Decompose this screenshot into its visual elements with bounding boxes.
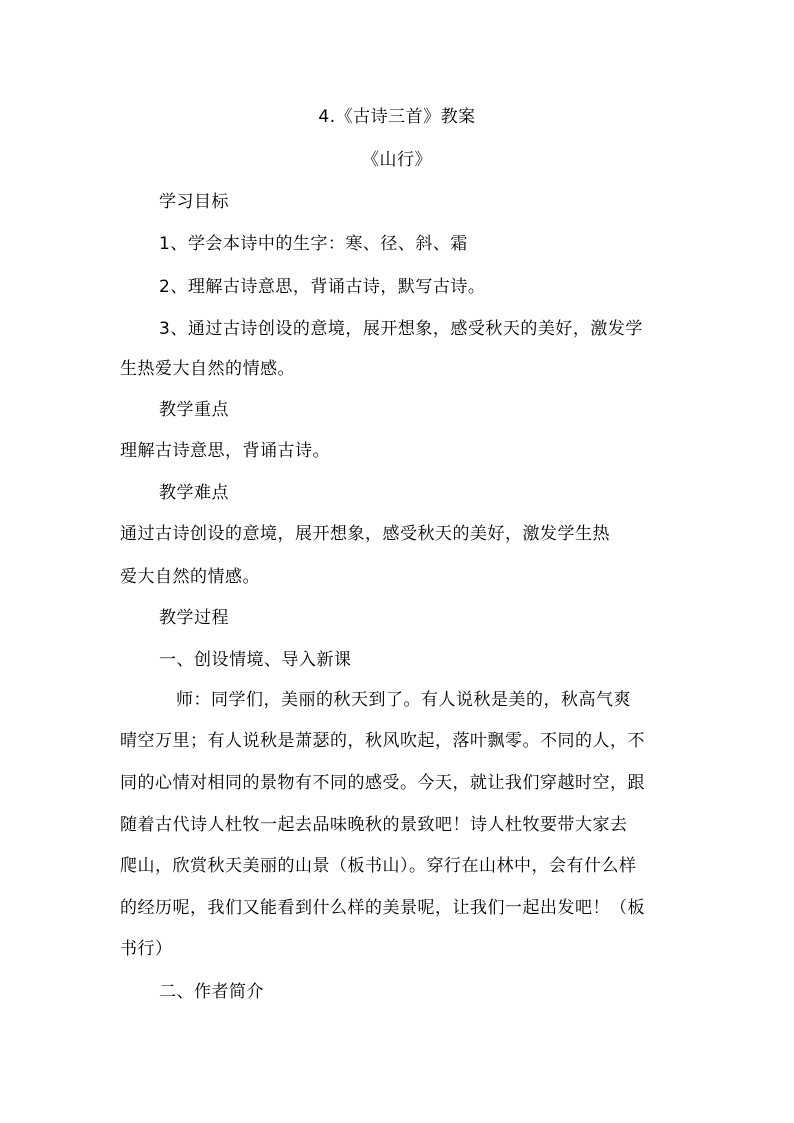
process-paragraph-line-5: 爬山，欣赏秋天美丽的山景（板书山）。穿行在山林中，会有什么样 — [120, 856, 637, 876]
process-paragraph-line-2: 晴空万里；有人说秋是萧瑟的，秋风吹起，落叶飘零。不同的人，不 — [120, 731, 645, 751]
process-paragraph-line-1: 师：同学们，美丽的秋天到了。有人说秋是美的，秋高气爽 — [176, 690, 631, 710]
difficulties-line-2: 爱大自然的情感。 — [120, 567, 260, 587]
process-paragraph-line-7: 书行） — [120, 939, 173, 959]
objective-3-line-2: 生热爱大自然的情感。 — [120, 359, 295, 379]
process-part-1-heading: 一、创设情境、导入新课 — [159, 650, 352, 670]
process-paragraph-line-4: 随着古代诗人杜牧一起去品味晚秋的景致吧！诗人杜牧要带大家去 — [120, 815, 628, 835]
objective-1: 1、学会本诗中的生字：寒、径、斜、霜 — [159, 234, 468, 254]
section-heading-key-points: 教学重点 — [159, 400, 229, 420]
objective-3-line-1: 3、通过古诗创设的意境，展开想象，感受秋天的美好，激发学 — [159, 319, 643, 339]
process-part-2-heading: 二、作者简介 — [159, 982, 264, 1002]
process-paragraph-line-3: 同的心情对相同的景物有不同的感受。今天，就让我们穿越时空，跟 — [120, 773, 645, 793]
poem-title: 《山行》 — [362, 150, 432, 170]
process-paragraph-line-6: 的经历呢，我们又能看到什么样的美景呢，让我们一起出发吧！（板 — [120, 898, 645, 918]
section-heading-difficulties: 教学难点 — [159, 483, 229, 503]
key-points-text: 理解古诗意思，背诵古诗。 — [120, 441, 330, 461]
document-title: 4.《古诗三首》教案 — [318, 107, 476, 127]
section-heading-process: 教学过程 — [159, 608, 229, 628]
objective-2: 2、理解古诗意思，背诵古诗，默写古诗。 — [159, 277, 486, 297]
section-heading-objectives: 学习目标 — [159, 192, 229, 212]
difficulties-line-1: 通过古诗创设的意境，展开想象，感受秋天的美好，激发学生热 — [120, 524, 610, 544]
